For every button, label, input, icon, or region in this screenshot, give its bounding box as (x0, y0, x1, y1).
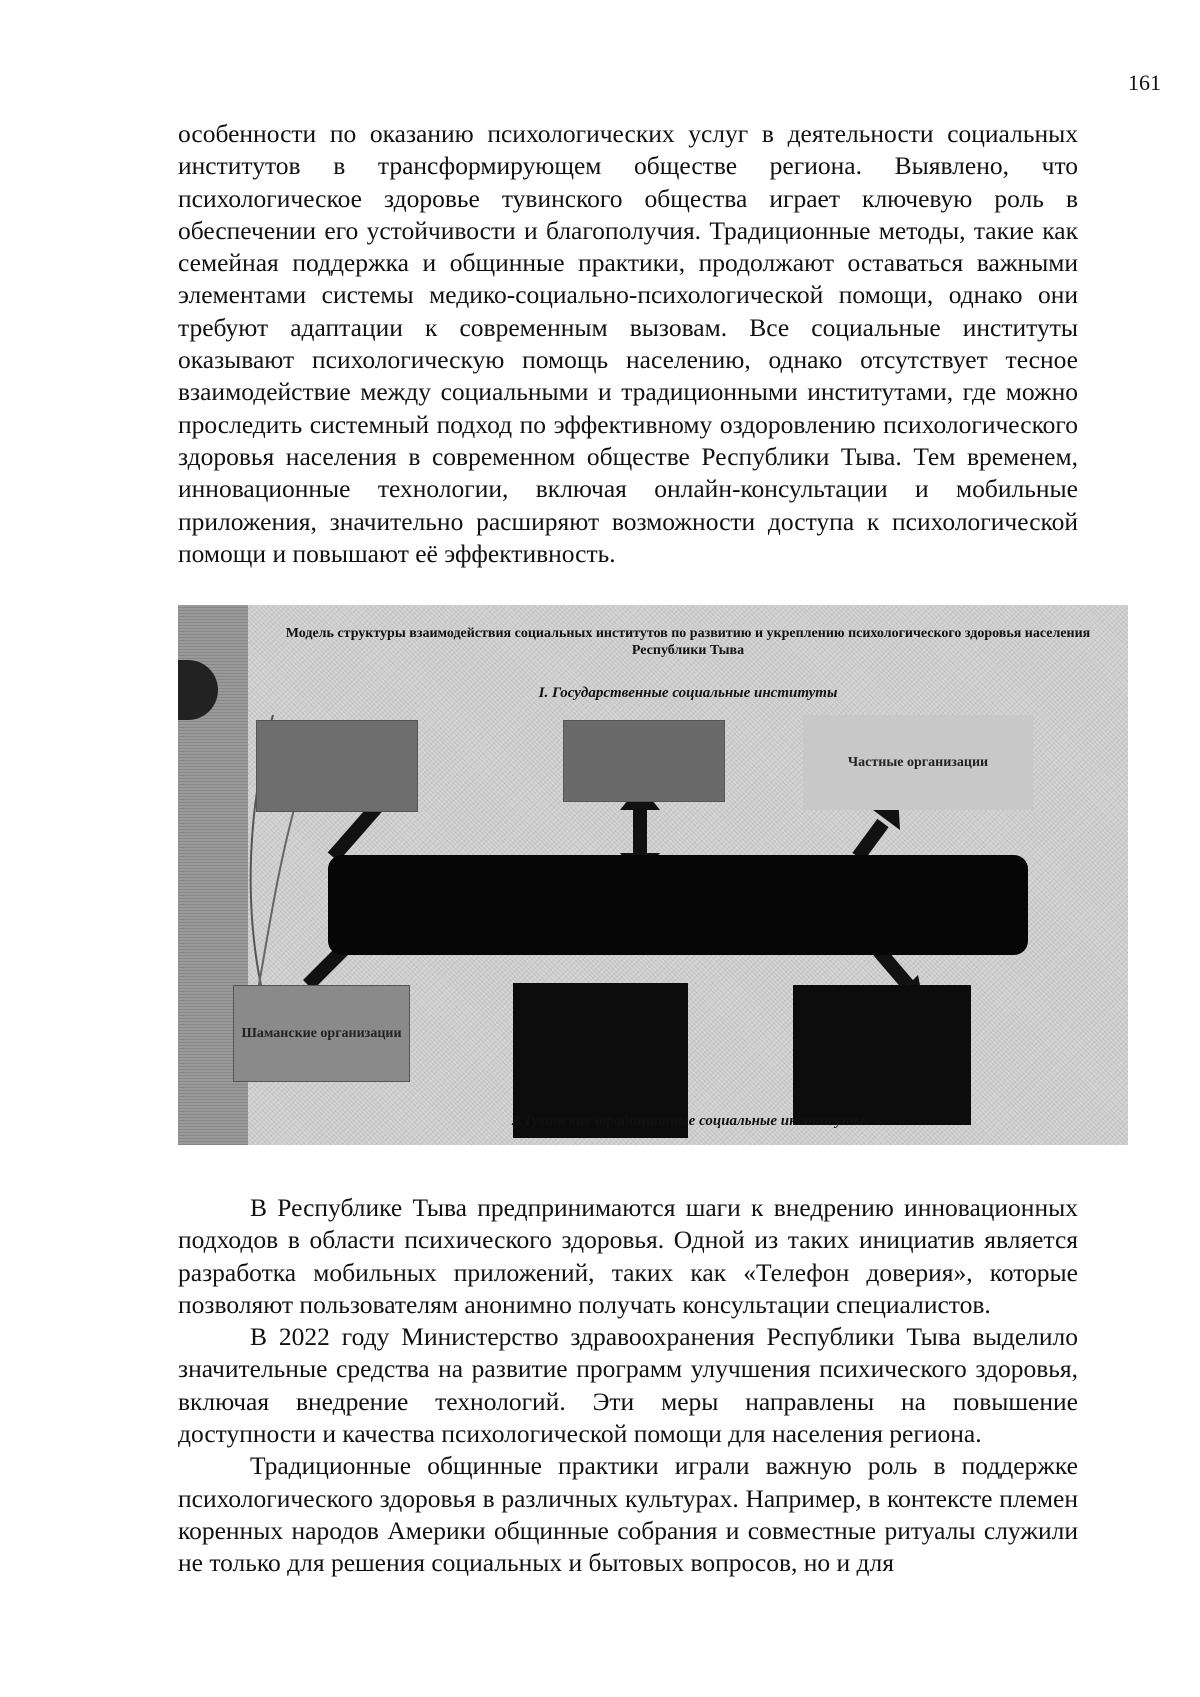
body-text-top (178, 118, 1078, 570)
paragraph: Традиционные общинные практики играли важную роль в поддержке психологического здоровья в различных культурах. Например, в контексте племен коренных народов Америки общинные собрания и совместные ритуалы служили не только для решения социальных и бытовых вопросов, но и для (178, 1451, 1078, 1578)
central-hub-bar (328, 855, 1028, 955)
figure-section-state: I. Государственные социальные институты (538, 685, 838, 701)
box-private-organizations: Частные организации (803, 715, 1033, 810)
paragraph: В 2022 году Министерство здравоохранения Республики Тыва выделило значительные средства на развитие программ улучшения психического здоровья, включая внедрение технологий. Эти меры направлены на повышение доступности и качества психологической помощи для населения региона. (178, 1322, 1078, 1449)
arrow-lower-left (308, 950, 343, 985)
body-text-bottom (178, 1192, 1078, 1580)
box-shaman-organizations: Шаманские организации (233, 985, 410, 1082)
paragraph: В Республике Тыва предпринимаются шаги к внедрению инновационных подходов в области психического здоровья. Одной из таких инициатив является разработка мобильных приложений, таких как «Телефон доверия», которые позволяют пользователям анонимно получать консультации специалистов. (178, 1193, 1078, 1319)
figure-title: Модель структуры взаимодействия социальных институтов по развитию и укреплению психологического здоровья населения Республики Тыва (285, 626, 1091, 658)
box-state-institution-1 (256, 720, 418, 812)
box-traditional-institution-2 (793, 985, 971, 1125)
figure-section-traditional: 2.Тувинские традиционные социальные институты (511, 1113, 865, 1129)
page-number: 161 (1128, 70, 1161, 95)
paragraph: особенности по оказанию психологических услуг в деятельности социальных институтов в трансформирующем обществе региона. Выявлено, что психологическое здоровье тувинского общества играет ключевую роль в обеспечении его устойчивости и благополучия. Традиционные методы, такие как семейная поддержка и общинные практики, продолжают оставаться важными элементами системы медико-социально-психологической помощи, однако они требуют адаптации к современным вызовам. Все социальные институты оказывают психологическую помощь населению, однако отсутствует тесное взаимодействие между социальными и традиционными институтами, где можно проследить системный подход по эффективному оздоровлению психологического здоровья населения в современном обществе Республики Тыва. Тем временем, инновационные технологии, включая онлайн-консультации и мобильные приложения, значительно расширяют возможности доступа к психологической помощи и повышают её эффективность. (178, 119, 1078, 568)
box-state-institution-2 (563, 720, 725, 802)
figure-diagram (178, 605, 1128, 1145)
